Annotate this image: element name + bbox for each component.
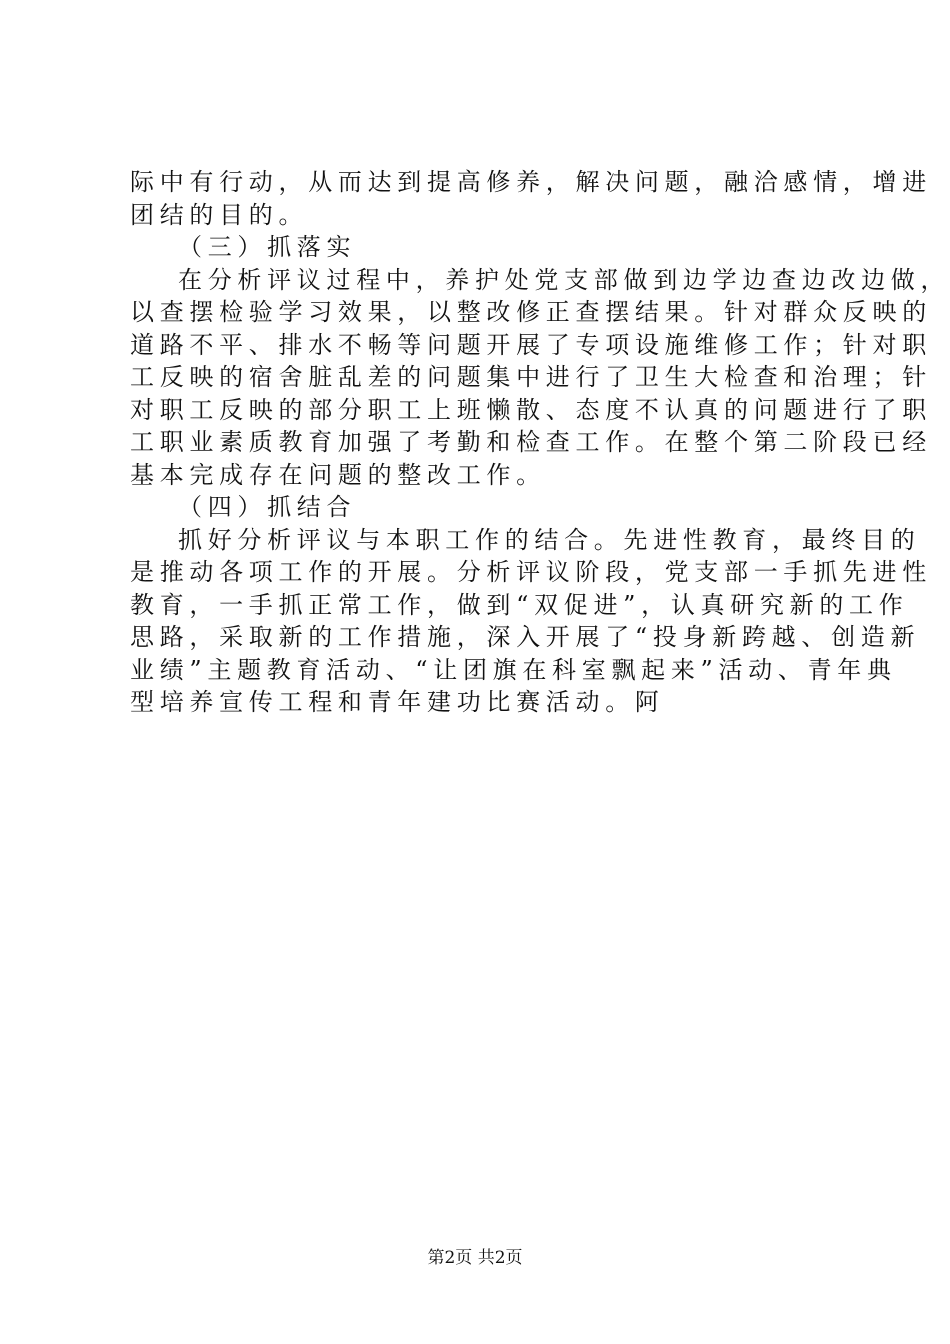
text-line: 以查摆检验学习效果，以整改修正查摆结果。针对群众反映的 xyxy=(130,298,932,326)
page-footer: 第2页 共2页 xyxy=(427,1248,523,1268)
text-line: 教育，一手抓正常工作，做到“双促进”，认真研究新的工作 xyxy=(130,590,909,619)
paragraph-first-line: 在分析评议过程中，养护处党支部做到边学边查边改边做， xyxy=(178,265,950,294)
document-body xyxy=(130,166,950,719)
text-line: 对职工反映的部分职工上班懒散、态度不认真的问题进行了职 xyxy=(130,395,932,424)
section-heading: （四）抓结合 xyxy=(178,493,357,521)
text-line: 工反映的宿舍脏乱差的问题集中进行了卫生大检查和治理；针 xyxy=(130,363,932,391)
text-line: 道路不平、排水不畅等问题开展了专项设施维修工作；针对职 xyxy=(130,330,932,359)
text-line: 是推动各项工作的开展。分析评议阶段，党支部一手抓先进性 xyxy=(130,558,932,586)
text-line: 型培养宣传工程和青年建功比赛活动。阿 xyxy=(130,688,665,716)
text-line: 业绩”主题教育活动、“让团旗在科室飘起来”活动、青年典 xyxy=(130,655,897,684)
text-line: 团结的目的。 xyxy=(130,200,309,229)
section-heading: （三）抓落实 xyxy=(178,233,357,261)
paragraph-first-line: 抓好分析评议与本职工作的结合。先进性教育，最终目的 xyxy=(178,525,921,554)
text-line: 际中有行动，从而达到提高修养，解决问题，融洽感情，增进 xyxy=(130,168,932,196)
text-line: 基本完成存在问题的整改工作。 xyxy=(130,460,546,489)
text-line: 工职业素质教育加强了考勤和检查工作。在整个第二阶段已经 xyxy=(130,428,932,456)
text-line: 思路，采取新的工作措施，深入开展了“投身新跨越、创造新 xyxy=(130,623,921,651)
